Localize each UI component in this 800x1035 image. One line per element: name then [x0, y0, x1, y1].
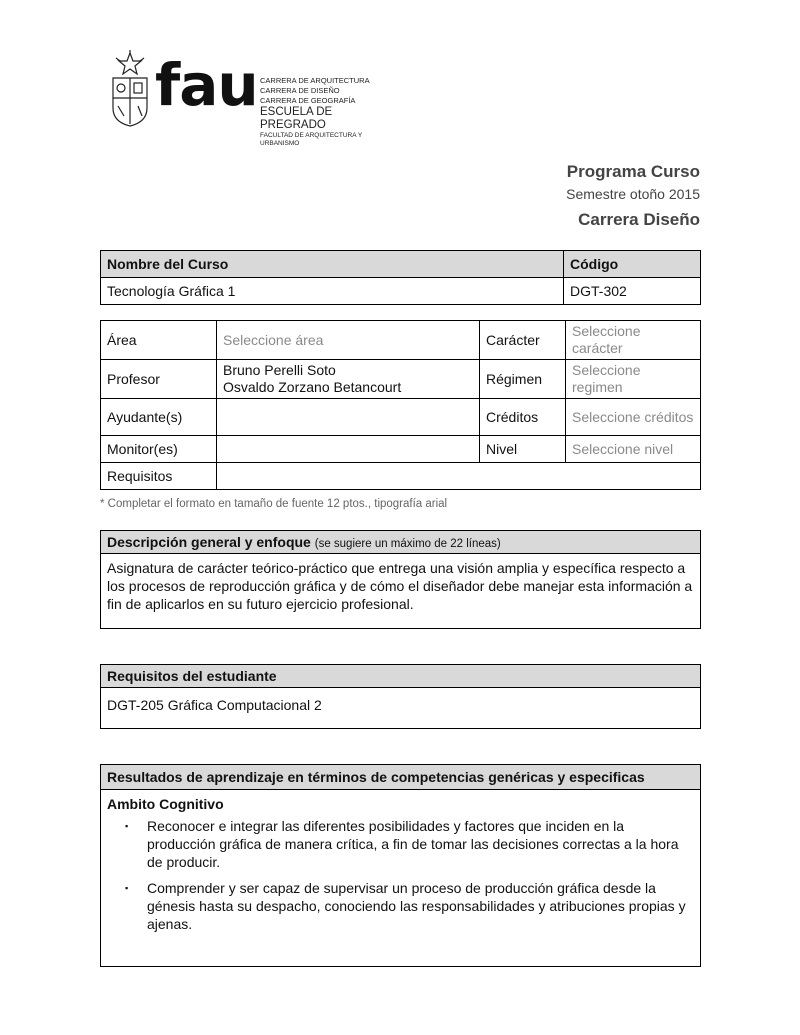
outcomes-list [107, 817, 694, 933]
requirements-section [100, 664, 701, 729]
requisitos-field[interactable] [217, 463, 701, 490]
ayudante-field[interactable] [217, 399, 480, 436]
list-item: ▪ Comprender y ser capaz de supervisar un proceso de producción gráfica desde la génesis hasta su despacho, conociendo las responsabilidades y atribuciones propias y ajenas. [147, 879, 694, 933]
nivel-select[interactable]: Seleccione nivel [566, 436, 701, 463]
requirements-title: Requisitos del estudiante [101, 665, 700, 688]
details-table [100, 320, 701, 490]
semester-label: Semestre otoño 2015 [566, 186, 700, 202]
outcomes-body[interactable] [101, 790, 700, 946]
course-name-value: Tecnología Gráfica 1 [101, 278, 564, 305]
university-crest-icon [110, 50, 150, 128]
course-name-header: Nombre del Curso [101, 251, 564, 278]
caracter-label: Carácter [480, 321, 566, 360]
monitor-label: Monitor(es) [101, 436, 217, 463]
career-title: Carrera Diseño [578, 210, 700, 229]
profesor-label: Profesor [101, 360, 217, 399]
program-title: Programa Curso [566, 162, 700, 181]
description-section [100, 530, 701, 629]
course-table [100, 250, 701, 305]
nivel-label: Nivel [480, 436, 566, 463]
list-item: ▪ Reconocer e integrar las diferentes posibilidades y factores que inciden en la producción gráfica de manera crítica, a fin de tomar las decisiones correctas a la hora de producir. [147, 817, 694, 871]
course-code-value: DGT-302 [564, 278, 701, 305]
creditos-select[interactable]: Seleccione créditos [566, 399, 701, 436]
logo-tagline: CARRERA DE ARQUITECTURA CARRERA DE DISEÑO CARRERA DE GEOGRAFÍA ESCUELA DE PREGRADO FACULTAD DE ARQUITECTURA Y URBANISMO [260, 76, 370, 147]
outcomes-subtitle: Ambito Cognitivo [107, 796, 224, 812]
outcomes-title: Resultados de aprendizaje en términos de competencias genéricas y especificas [101, 765, 700, 790]
profesor-name-1: Bruno Perelli Soto [223, 362, 336, 378]
creditos-label: Créditos [480, 399, 566, 436]
description-title: Descripción general y enfoque [107, 534, 311, 550]
requirements-body[interactable]: DGT-205 Gráfica Computacional 2 [107, 697, 322, 713]
description-body[interactable]: Asignatura de carácter teórico-práctico que entrega una visión amplia y específica respecto a los procesos de reproducción gráfica y de cómo el diseñador debe manejar esta información a fin de aplicarlos en su futuro ejercicio profesional. [107, 560, 693, 612]
course-code-header: Código [564, 251, 701, 278]
requisitos-label: Requisitos [101, 463, 217, 490]
profesor-value[interactable] [217, 360, 480, 399]
area-select[interactable]: Seleccione área [217, 321, 480, 360]
profesor-name-2: Osvaldo Zorzano Betancourt [223, 379, 402, 395]
regimen-label: Régimen [480, 360, 566, 399]
format-note: * Completar el formato en tamaño de fuente 12 ptos., tipografía arial [100, 498, 448, 510]
description-header [101, 531, 700, 554]
ayudante-label: Ayudante(s) [101, 399, 217, 436]
monitor-field[interactable] [217, 436, 480, 463]
fau-logo [110, 50, 400, 147]
area-label: Área [101, 321, 217, 360]
caracter-select[interactable]: Seleccione carácter [566, 321, 701, 360]
description-hint: (se sugiere un máximo de 22 líneas) [314, 538, 501, 550]
outcomes-section [100, 764, 701, 967]
logo-wordmark: fau [155, 51, 258, 119]
regimen-select[interactable]: Seleccione regimen [566, 360, 701, 399]
